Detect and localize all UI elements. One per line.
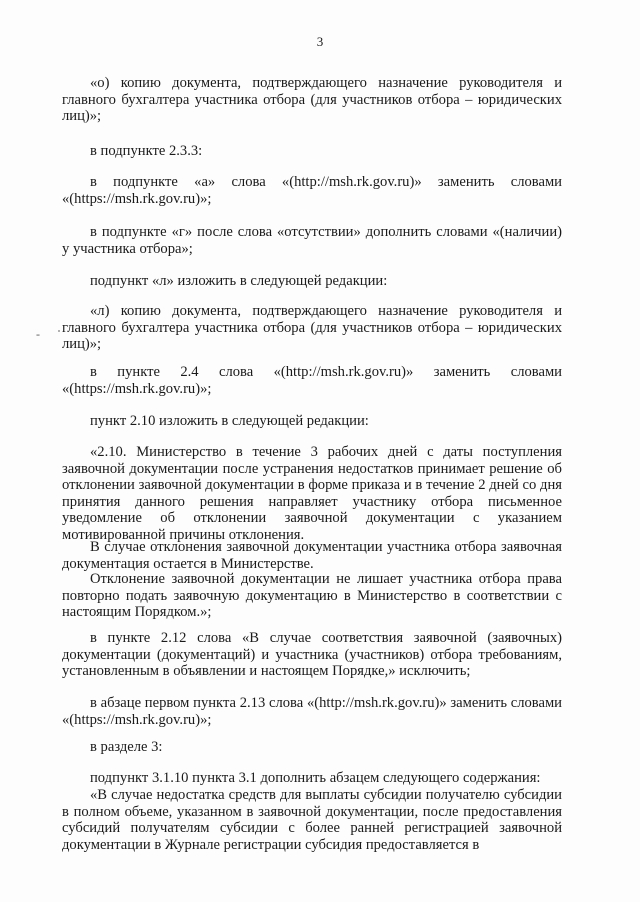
paragraph-item-l: «л) копию документа, подтверждающего назначение руководителя и главного бухгалтера участника отбора (для участников отбора – юридических лиц)»; — [62, 303, 562, 353]
paragraph-clause-2-4: в пункте 2.4 слова «(http://msh.rk.gov.ru)» заменить словами «(https://msh.rk.gov.ru)»; — [62, 364, 562, 397]
paragraph-rejection-case: В случае отклонения заявочной документации участника отбора заявочная документация остается в Министерстве. — [62, 539, 562, 572]
paragraph-subclause-l-heading: подпункт «л» изложить в следующей редакции: — [90, 273, 388, 289]
paragraph-subclause-3-1-10: подпункт 3.1.10 пункта 3.1 дополнить абзацем следующего содержания: — [90, 770, 541, 786]
paragraph-clause-2-13: в абзаце первом пункта 2.13 слова «(http://msh.rk.gov.ru)» заменить словами «(https://msh.rk.gov.ru)»; — [62, 695, 562, 728]
paragraph-rejection-rights: Отклонение заявочной документации не лишает участника отбора права повторно подать заявочную документацию в Министерство в соответствии с настоящим Порядком.»; — [62, 571, 562, 621]
paragraph-section-3: в разделе 3: — [90, 739, 163, 755]
paragraph-subclause-g: в подпункте «г» после слова «отсутствии» дополнить словами «(наличии) у участника отбора»; — [62, 224, 562, 257]
paragraph-clause-2-10-heading: пункт 2.10 изложить в следующей редакции: — [90, 413, 369, 429]
paragraph-subclause-2-3-3: в подпункте 2.3.3: — [90, 143, 203, 159]
paragraph-item-o: «о) копию документа, подтверждающего назначение руководителя и главного бухгалтера участника отбора (для участников отбора – юридических лиц)»; — [62, 75, 562, 125]
scan-mark: - — [36, 327, 40, 341]
paragraph-subclause-a: в подпункте «а» слова «(http://msh.rk.gov.ru)» заменить словами «(https://msh.rk.gov.ru)»; — [62, 174, 562, 207]
paragraph-insufficient-funds: «В случае недостатка средств для выплаты субсидии получателю субсидии в полном объеме, указанном в заявочной документации, после предоставления субсидий получателям субсидии с более ранней регистрацией заявочной документации в Журнале регистрации субсидия предоставляется в — [62, 787, 562, 853]
paragraph-clause-2-12: в пункте 2.12 слова «В случае соответствия заявочной (заявочных) документации (документаций) и участника (участников) отбора требованиям, установленным в объявлении и настоящем Порядке,» исключить; — [62, 630, 562, 680]
paragraph-clause-2-10-text: «2.10. Министерство в течение 3 рабочих дней с даты поступления заявочной документации после устранения недостатков принимает решение об отклонении заявочной документации в форме приказа и в течение 2 дней со дня принятия данного решения направляет участнику отбора письменное уведомление об отклонении заявочной документации с указанием мотивированной причины отклонения. — [62, 444, 562, 543]
scan-dot — [58, 330, 60, 332]
page-number: 3 — [316, 34, 324, 49]
